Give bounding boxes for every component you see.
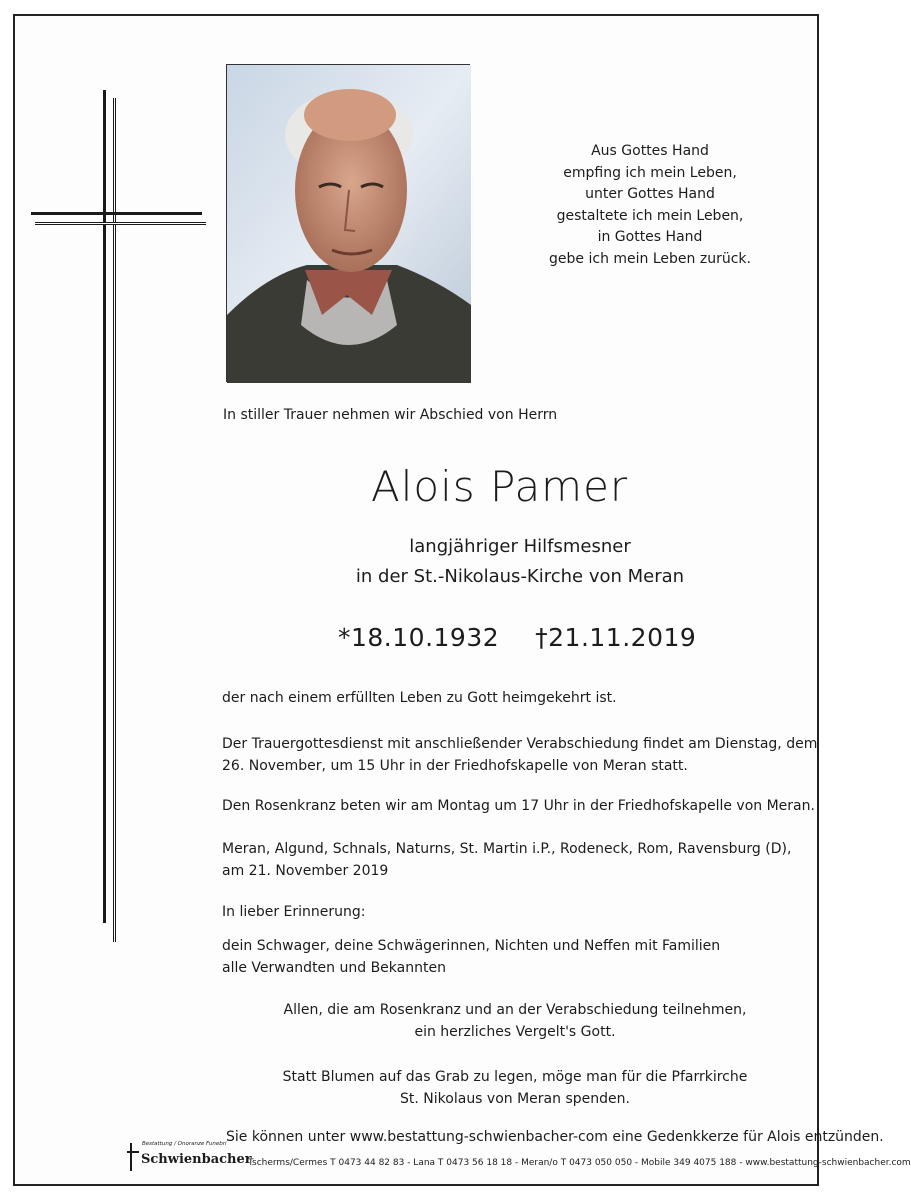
- contact-line: Tscherms/Cermes T 0473 44 82 83 - Lana T 0473 56 18 18 - Meran/o T 0473 050 050 - Mobile 349 4075 188 - www.bestattung-schwienbacher.com: [248, 1158, 911, 1168]
- logo-subtitle: Bestattung / Onoranze Funebri: [142, 1141, 227, 1147]
- body-paragraph-5: In lieber Erinnerung:: [222, 904, 366, 920]
- body-paragraph-4: [222, 839, 791, 882]
- places-line: Meran, Algund, Schnals, Naturns, St. Martin i.P., Rodeneck, Rom, Ravensburg (D),: [222, 841, 792, 857]
- mourners-block: [222, 936, 720, 979]
- body-paragraph-3: Den Rosenkranz beten wir am Montag um 17 Uhr in der Friedhofskapelle von Meran.: [222, 798, 815, 814]
- life-dates: [338, 623, 696, 652]
- body-paragraph-2: [222, 734, 817, 777]
- role-line-1: langjähriger Hilfsmesner: [409, 536, 631, 557]
- thanks-line-2: ein herzliches Vergelt's Gott.: [414, 1024, 616, 1040]
- flowers-line-1: Statt Blumen auf das Grab zu legen, möge man für die Pfarrkirche: [282, 1069, 748, 1085]
- service-line-1: Der Trauergottesdienst mit anschließender Verabschiedung findet am Dienstag, dem: [222, 736, 818, 752]
- candle-note: Sie können unter www.bestattung-schwienbacher-com eine Gedenkkerze für Alois entzünden.: [226, 1129, 884, 1145]
- logo-name: Schwienbacher: [141, 1152, 252, 1167]
- quote-line: Aus Gottes Hand: [591, 143, 709, 159]
- mourners-line-2: alle Verwandten und Bekannten: [222, 959, 446, 976]
- death-date: †21.11.2019: [535, 623, 697, 652]
- flowers-block: [270, 1066, 760, 1110]
- mourners-line-1: dein Schwager, deine Schwägerinnen, Nichten und Neffen mit Familien: [222, 938, 721, 954]
- quote-line: in Gottes Hand: [597, 229, 703, 245]
- cross-icon: [130, 1143, 132, 1171]
- quote-line: empfing ich mein Leben,: [563, 164, 737, 181]
- portrait-photo: [226, 64, 470, 382]
- quote-line: unter Gottes Hand: [585, 186, 715, 202]
- quote-line: gestaltete ich mein Leben,: [556, 207, 744, 224]
- service-line-2: 26. November, um 15 Uhr in der Friedhofskapelle von Meran statt.: [222, 757, 688, 774]
- quote-block: [530, 141, 770, 270]
- role-line-2: in der St.-Nikolaus-Kirche von Meran: [355, 566, 685, 587]
- flowers-line-2: St. Nikolaus von Meran spenden.: [400, 1091, 630, 1107]
- body-paragraph-1: der nach einem erfüllten Leben zu Gott heimgekehrt ist.: [222, 690, 617, 706]
- cross-horizontal-outline-bar: [35, 222, 206, 225]
- role-block: [300, 532, 740, 592]
- cross-horizontal-bar: [31, 212, 202, 215]
- date-line: am 21. November 2019: [222, 862, 389, 879]
- thanks-block: [270, 999, 760, 1043]
- quote-line: gebe ich mein Leben zurück.: [549, 250, 751, 267]
- thanks-line-1: Allen, die am Rosenkranz und an der Verabschiedung teilnehmen,: [283, 1002, 747, 1018]
- birth-date: *18.10.1932: [338, 623, 500, 652]
- deceased-name: Alois Pamer: [371, 462, 629, 511]
- intro-text: In stiller Trauer nehmen wir Abschied von Herrn: [223, 407, 558, 423]
- funeral-home-logo: [127, 1141, 252, 1175]
